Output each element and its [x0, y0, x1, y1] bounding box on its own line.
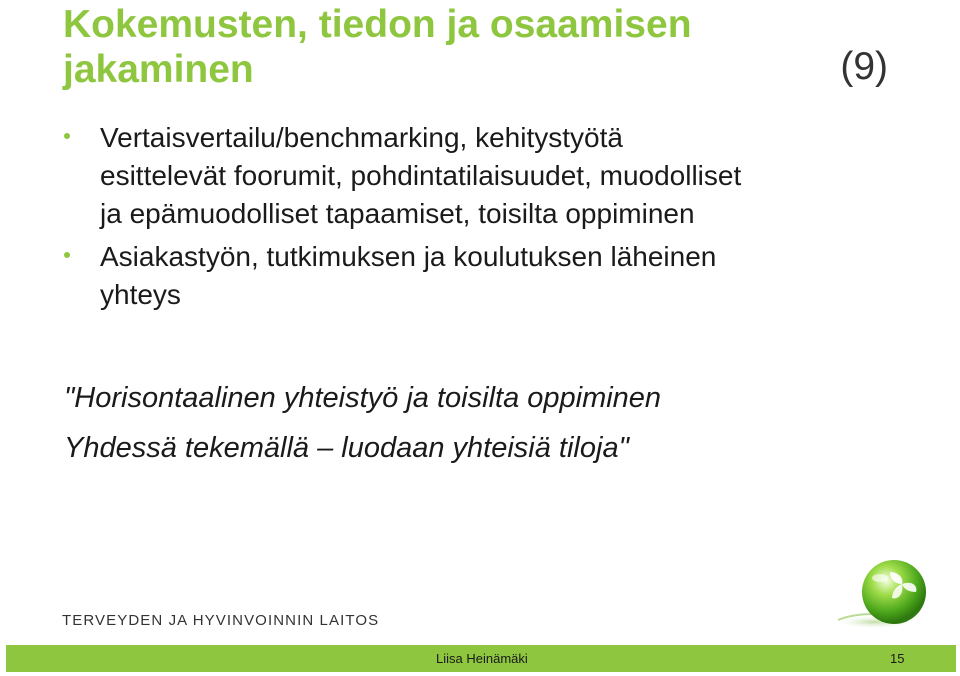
quote-line-1: "Horisontaalinen yhteistyö ja toisilta oppiminen — [64, 382, 662, 414]
bullet-2-line-1: Asiakastyön, tutkimuksen ja koulutuksen läheinen — [100, 241, 717, 272]
slide-title — [63, 2, 893, 92]
bullet-1-line-3: ja epämuodolliset tapaamiset, toisilta oppiminen — [100, 198, 695, 229]
bullet-list — [60, 119, 920, 319]
bullet-1-line-1: Vertaisvertailu/benchmarking, kehitystyötä — [100, 122, 623, 153]
organization-name: TERVEYDEN JA HYVINVOINNIN LAITOS — [62, 612, 380, 629]
bullet-2-line-2: yhteys — [100, 279, 181, 310]
quote-line-2: Yhdessä tekemällä – luodaan yhteisiä tiloja" — [64, 432, 629, 464]
footer-bar — [6, 645, 956, 672]
footer-page-number: 15 — [890, 651, 905, 666]
bullet-item-2 — [60, 238, 920, 314]
bullet-item-1 — [60, 119, 920, 233]
slide-title-line-2: jakaminen — [63, 48, 254, 91]
bullet-1-line-2: esittelevät foorumit, pohdintatilaisuudet, muodolliset — [100, 160, 742, 191]
quote-block — [64, 373, 924, 473]
footer-author: Liisa Heinämäki — [436, 651, 528, 666]
green-sphere-logo-icon — [832, 558, 932, 632]
bullet-dot-icon — [64, 133, 70, 139]
slide-sequence-number: (9) — [840, 45, 888, 88]
slide-title-line-1: Kokemusten, tiedon ja osaamisen — [63, 3, 692, 46]
bullet-dot-icon — [64, 252, 70, 258]
